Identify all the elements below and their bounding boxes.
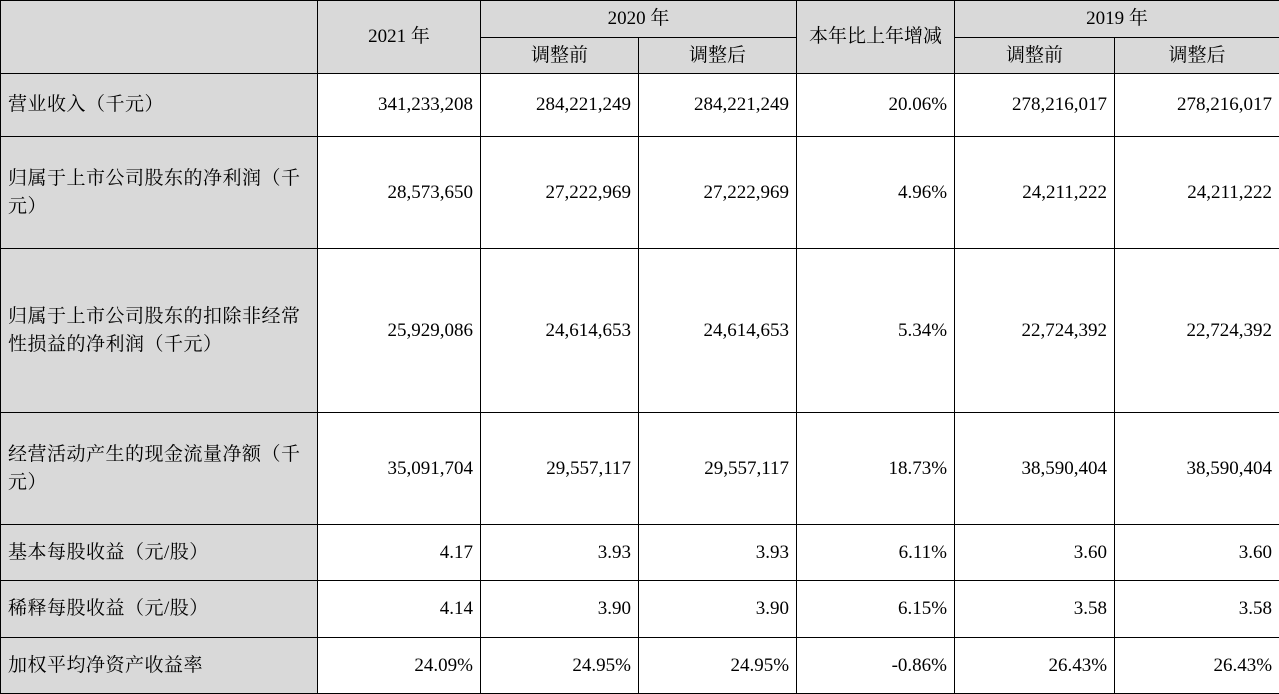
cell-2019-before: 278,216,017	[955, 74, 1115, 137]
cell-2020-after: 3.93	[639, 525, 797, 581]
cell-change: 4.96%	[797, 137, 955, 249]
cell-2019-after: 22,724,392	[1115, 249, 1279, 412]
cell-change: 20.06%	[797, 74, 955, 137]
row-label: 归属于上市公司股东的扣除非经常性损益的净利润（千元）	[1, 249, 318, 412]
cell-2020-before: 29,557,117	[481, 412, 639, 524]
row-label: 加权平均净资产收益率	[1, 637, 318, 693]
cell-2020-after: 24.95%	[639, 637, 797, 693]
cell-2019-before: 3.58	[955, 581, 1115, 637]
cell-2021: 341,233,208	[318, 74, 481, 137]
header-year-2019: 2019 年	[955, 1, 1279, 38]
cell-2020-before: 3.93	[481, 525, 639, 581]
row-label: 经营活动产生的现金流量净额（千元）	[1, 412, 318, 524]
cell-2021: 4.17	[318, 525, 481, 581]
cell-2019-before: 22,724,392	[955, 249, 1115, 412]
cell-change: 18.73%	[797, 412, 955, 524]
header-row-years	[1, 1, 1279, 38]
table-header	[1, 1, 1279, 74]
cell-2020-before: 24.95%	[481, 637, 639, 693]
cell-2020-after: 3.90	[639, 581, 797, 637]
cell-2021: 25,929,086	[318, 249, 481, 412]
header-2020-before-adjust: 调整前	[481, 37, 639, 74]
table-row	[1, 525, 1279, 581]
header-2020-after-adjust: 调整后	[639, 37, 797, 74]
cell-2019-before: 38,590,404	[955, 412, 1115, 524]
row-label: 稀释每股收益（元/股）	[1, 581, 318, 637]
header-corner-cell	[1, 1, 318, 74]
cell-2021: 4.14	[318, 581, 481, 637]
cell-change: 6.15%	[797, 581, 955, 637]
cell-2019-after: 3.58	[1115, 581, 1279, 637]
table-row	[1, 74, 1279, 137]
cell-2019-before: 26.43%	[955, 637, 1115, 693]
table-row	[1, 412, 1279, 524]
cell-2020-before: 3.90	[481, 581, 639, 637]
cell-2019-after: 38,590,404	[1115, 412, 1279, 524]
table-row	[1, 249, 1279, 412]
row-label: 营业收入（千元）	[1, 74, 318, 137]
cell-2019-after: 24,211,222	[1115, 137, 1279, 249]
cell-2020-before: 284,221,249	[481, 74, 639, 137]
cell-2019-before: 3.60	[955, 525, 1115, 581]
row-label: 归属于上市公司股东的净利润（千元）	[1, 137, 318, 249]
cell-2020-after: 284,221,249	[639, 74, 797, 137]
cell-change: 6.11%	[797, 525, 955, 581]
header-2019-before-adjust: 调整前	[955, 37, 1115, 74]
table-row	[1, 137, 1279, 249]
cell-2021: 24.09%	[318, 637, 481, 693]
cell-2020-before: 27,222,969	[481, 137, 639, 249]
cell-2020-after: 24,614,653	[639, 249, 797, 412]
cell-2020-after: 29,557,117	[639, 412, 797, 524]
header-year-2021: 2021 年	[318, 1, 481, 74]
table-body	[1, 74, 1279, 694]
row-label: 基本每股收益（元/股）	[1, 525, 318, 581]
cell-2020-before: 24,614,653	[481, 249, 639, 412]
table-row	[1, 637, 1279, 693]
header-year-2020: 2020 年	[481, 1, 797, 38]
cell-2021: 35,091,704	[318, 412, 481, 524]
cell-change: -0.86%	[797, 637, 955, 693]
cell-2019-after: 26.43%	[1115, 637, 1279, 693]
header-2019-after-adjust: 调整后	[1115, 37, 1279, 74]
cell-2019-before: 24,211,222	[955, 137, 1115, 249]
cell-2019-after: 3.60	[1115, 525, 1279, 581]
cell-2021: 28,573,650	[318, 137, 481, 249]
cell-2019-after: 278,216,017	[1115, 74, 1279, 137]
cell-2020-after: 27,222,969	[639, 137, 797, 249]
cell-change: 5.34%	[797, 249, 955, 412]
header-year-over-year-change: 本年比上年增减	[797, 1, 955, 74]
table-row	[1, 581, 1279, 637]
